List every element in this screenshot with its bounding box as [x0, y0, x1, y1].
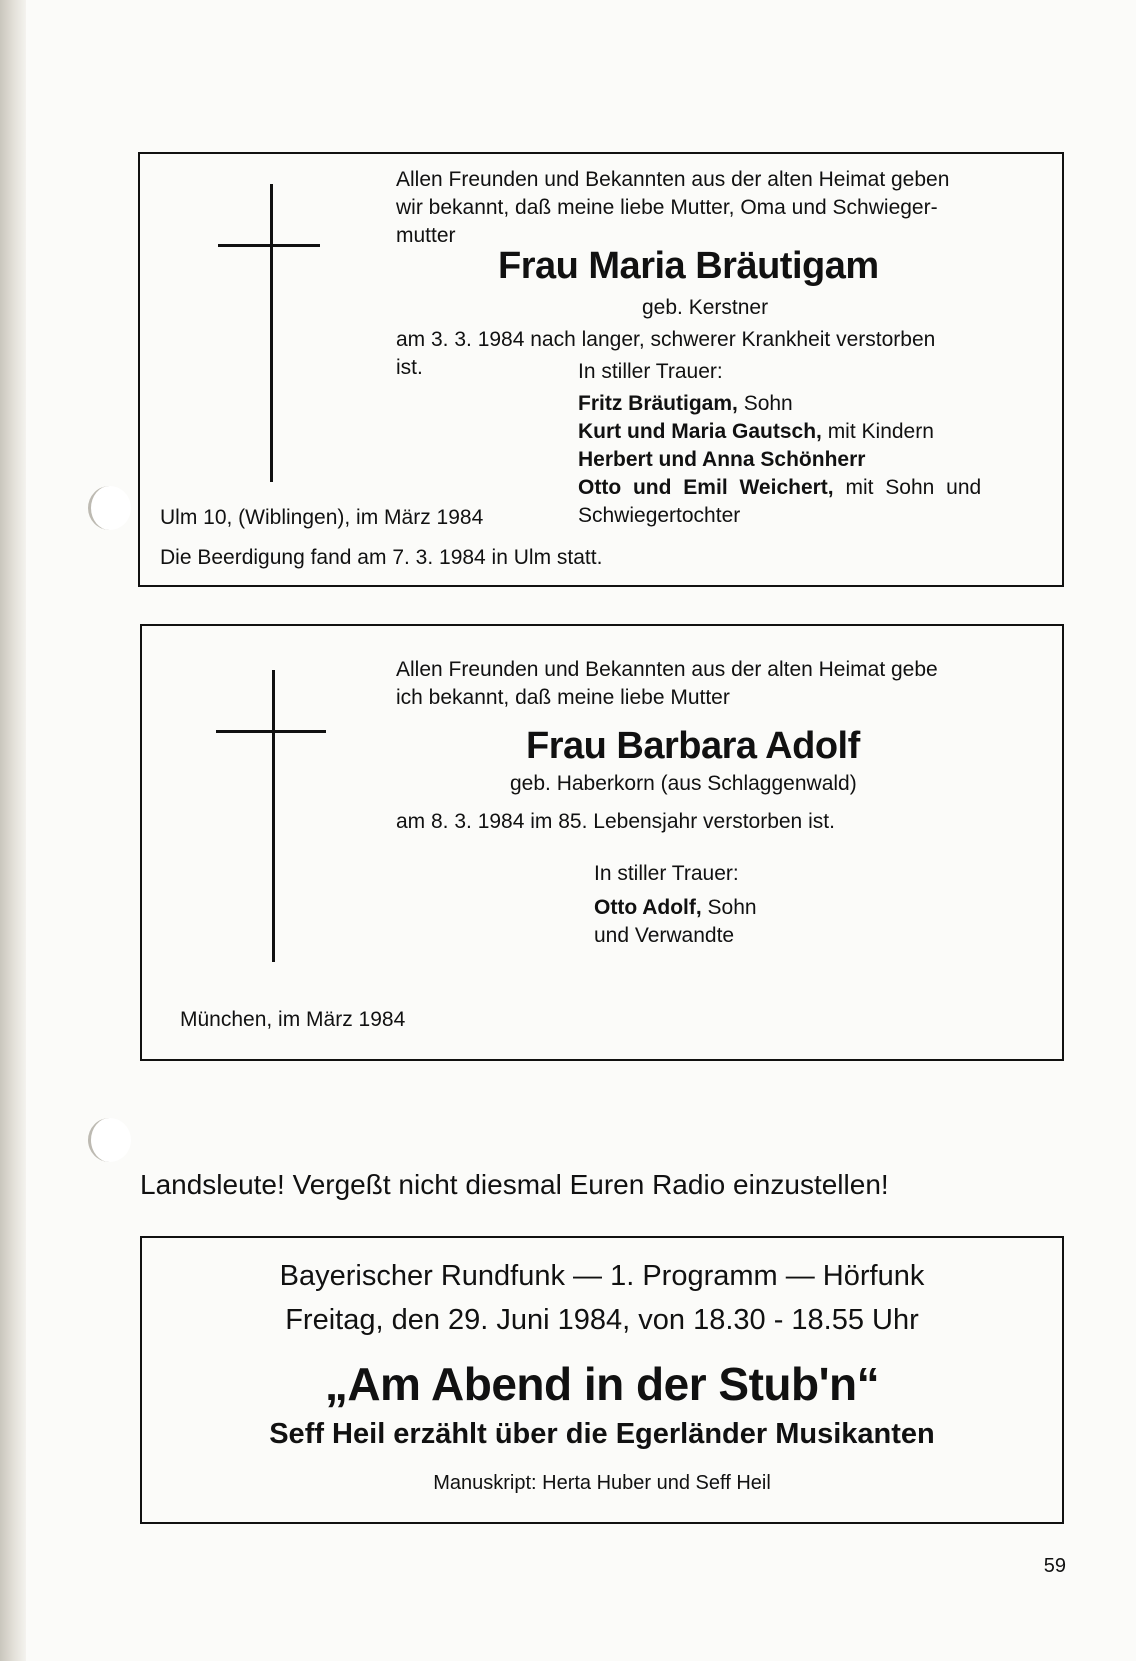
punch-hole [88, 486, 131, 530]
deceased-name: Frau Maria Bräutigam [498, 245, 879, 287]
mourner-line: und Verwandte [594, 924, 735, 947]
mourner-line: Otto und Emil Weichert, mit Sohn und [578, 476, 982, 499]
broadcast-time: Freitag, den 29. Juni 1984, von 18.30 - 18.55 Uhr [285, 1304, 919, 1336]
cross-icon [270, 184, 273, 482]
intro-line: mutter [396, 224, 456, 247]
death-notice-line: am 8. 3. 1984 im 85. Lebensjahr verstorben ist. [396, 810, 835, 833]
broadcast-station: Bayerischer Rundfunk — 1. Programm — Hörfunk [279, 1260, 925, 1292]
intro-line: Allen Freunden und Bekannten aus der alten Heimat gebe [396, 658, 938, 681]
mourner-line: Herbert und Anna Schönherr [578, 448, 866, 471]
intro-line: Allen Freunden und Bekannten aus der alten Heimat geben [396, 168, 950, 191]
deceased-name: Frau Barbara Adolf [526, 725, 860, 767]
death-notice-line: am 3. 3. 1984 nach langer, schwerer Krankheit verstorben [396, 328, 936, 351]
page-spine-shadow [0, 0, 26, 1661]
page-number: 59 [1043, 1555, 1066, 1577]
mourner-line: Schwiegertochter [578, 504, 741, 527]
intro-line: wir bekannt, daß meine liebe Mutter, Oma und Schwieger- [396, 196, 938, 219]
mourning-label: In stiller Trauer: [594, 862, 739, 885]
punch-hole [88, 1118, 131, 1162]
mourner-line: Fritz Bräutigam, Sohn [578, 392, 793, 415]
mourner-line: Otto Adolf, Sohn [594, 896, 757, 919]
mourning-label: In stiller Trauer: [578, 360, 723, 383]
cross-icon [272, 670, 275, 962]
manuscript-credit: Manuskript: Herta Huber und Seff Heil [433, 1472, 771, 1494]
cross-icon-bar [218, 244, 320, 247]
place-date: Ulm 10, (Wiblingen), im März 1984 [160, 506, 484, 529]
program-subtitle: Seff Heil erzählt über die Egerländer Musikanten [269, 1418, 935, 1450]
intro-line: ich bekannt, daß meine liebe Mutter [396, 686, 730, 709]
radio-appeal: Landsleute! Vergeßt nicht diesmal Euren Radio einzustellen! [140, 1169, 889, 1200]
mourner-line: Kurt und Maria Gautsch, mit Kindern [578, 420, 934, 443]
maiden-name: geb. Haberkorn (aus Schlaggenwald) [510, 772, 857, 795]
place-date: München, im März 1984 [180, 1008, 406, 1031]
cross-icon-bar [216, 730, 326, 733]
maiden-name: geb. Kerstner [642, 296, 769, 319]
radio-broadcast-box [140, 1236, 1064, 1524]
funeral-info: Die Beerdigung fand am 7. 3. 1984 in Ulm statt. [160, 546, 603, 569]
obituary-notice-2 [140, 624, 1064, 1061]
obituary-notice-1 [138, 152, 1064, 587]
death-notice-line: ist. [396, 356, 423, 379]
program-title: „Am Abend in der Stub'n“ [324, 1358, 880, 1410]
